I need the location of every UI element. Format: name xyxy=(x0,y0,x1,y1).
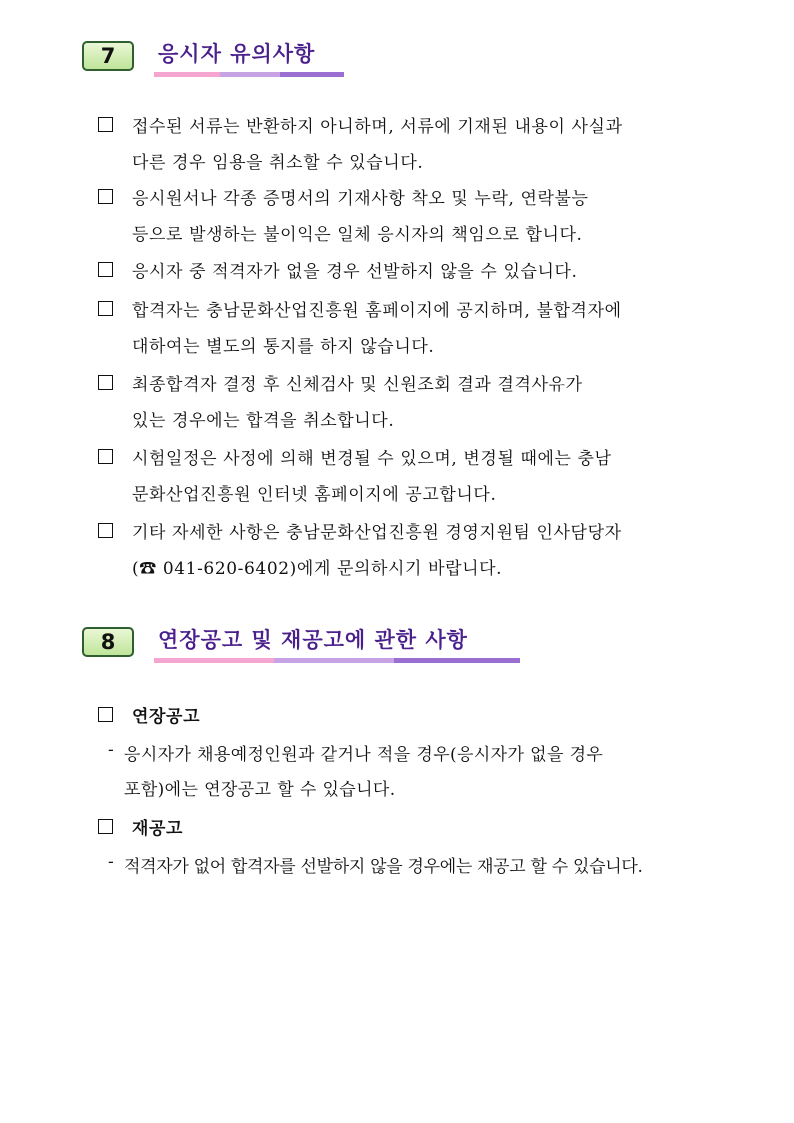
item-line: 시험일정은 사정에 의해 변경될 수 있으며, 변경될 때에는 충남 xyxy=(132,449,612,469)
section-number-badge: 8 xyxy=(82,627,134,657)
dash-bullet: - xyxy=(108,852,114,872)
checkbox-icon xyxy=(98,117,113,132)
item-line: 다른 경우 임용을 취소할 수 있습니다. xyxy=(132,153,424,173)
dash-bullet: - xyxy=(108,740,114,760)
title-underline xyxy=(154,72,344,77)
section-title: 응시자 유의사항 xyxy=(158,42,316,66)
item-line: 응시자 중 적격자가 없을 경우 선발하지 않을 수 있습니다. xyxy=(132,262,578,282)
title-underline xyxy=(154,658,520,663)
checkbox-icon xyxy=(98,189,113,204)
item-line: 최종합격자 결정 후 신체검사 및 신원조회 결과 결격사유가 xyxy=(132,375,583,395)
checkbox-icon xyxy=(98,449,113,464)
checkbox-icon xyxy=(98,262,113,277)
item-line: 합격자는 충남문화산업진흥원 홈페이지에 공지하며, 불합격자에 xyxy=(132,301,622,321)
checkbox-icon xyxy=(98,707,113,722)
item-line: 대하여는 별도의 통지를 하지 않습니다. xyxy=(132,337,435,357)
item-line: 접수된 서류는 반환하지 아니하며, 서류에 기재된 내용이 사실과 xyxy=(132,117,623,137)
item-line: 문화산업진흥원 인터넷 홈페이지에 공고합니다. xyxy=(132,485,497,505)
checkbox-icon xyxy=(98,819,113,834)
section-number-badge: 7 xyxy=(82,41,134,71)
item-line: 응시원서나 각종 증명서의 기재사항 착오 및 누락, 연락불능 xyxy=(132,189,589,209)
item-line: 있는 경우에는 합격을 취소합니다. xyxy=(132,411,395,431)
section-title: 연장공고 및 재공고에 관한 사항 xyxy=(158,628,468,652)
item-line: 등으로 발생하는 불이익은 일체 응시자의 책임으로 합니다. xyxy=(132,225,583,245)
subsection-title: 재공고 xyxy=(132,819,184,839)
subsection-title: 연장공고 xyxy=(132,707,201,727)
item-line: 적격자가 없어 합격자를 선발하지 않을 경우에는 재공고 할 수 있습니다. xyxy=(124,857,643,877)
checkbox-icon xyxy=(98,375,113,390)
checkbox-icon xyxy=(98,301,113,316)
item-line: 기타 자세한 사항은 충남문화산업진흥원 경영지원팀 인사담당자 xyxy=(132,523,622,543)
item-line: 응시자가 채용예정인원과 같거나 적을 경우(응시자가 없을 경우 xyxy=(124,745,604,765)
checkbox-icon xyxy=(98,523,113,538)
item-line: (☎ 041-620-6402)에게 문의하시기 바랍니다. xyxy=(132,559,503,579)
item-line: 포함)에는 연장공고 할 수 있습니다. xyxy=(124,780,396,800)
